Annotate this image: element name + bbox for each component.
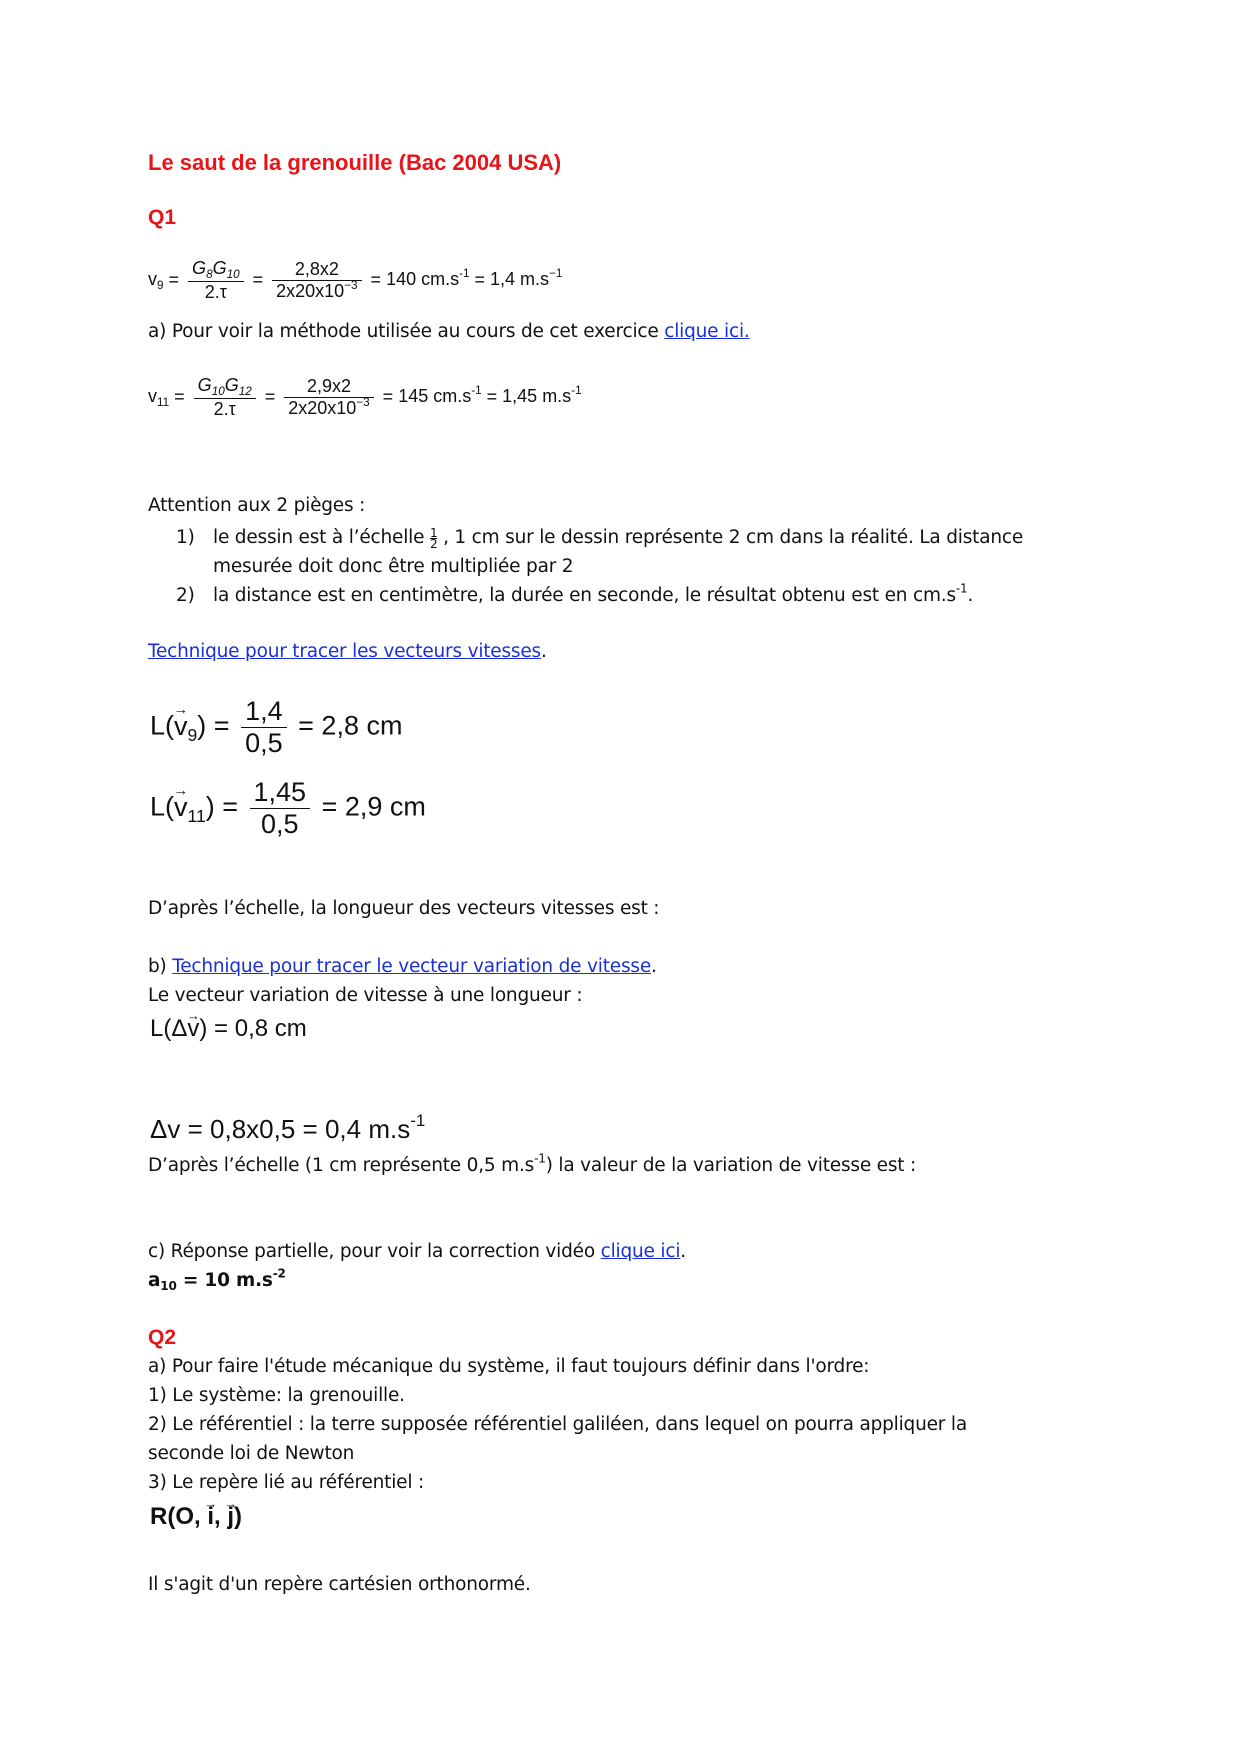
traps-list [148, 523, 1108, 610]
v9-fraction-distance: $\frac{G_8G_{10}}{2.\tau}$ [188, 258, 244, 303]
vector-v-arrow: → v [174, 792, 188, 823]
q2-line: a) Pour faire l'étude mécanique du système, il faut toujours définir dans l'ordre: [148, 1356, 870, 1377]
q2-line: 3) Le repère lié au référentiel : [148, 1472, 424, 1493]
half-fraction: $\frac{1}{2}$ [429, 525, 438, 551]
v9-result-m: 1,4 $m.s^{-1}$ [490, 267, 563, 290]
v9-lhs: $v_9$ [148, 269, 164, 293]
v11-result-m: 1,45 $m.s^{-1}$ [502, 384, 582, 407]
delta-v-equation: Δv = 0,8x0,5 = 0,4 $m.s^{-1}$ [150, 1111, 426, 1144]
v11-lhs: $v_{11}$ [148, 386, 170, 410]
method-link[interactable]: clique ici. [664, 321, 750, 342]
cartesian-text: Il s'agit d'un repère cartésien orthonormé. [148, 1574, 531, 1595]
delta-v-text: D’après l’échelle (1 cm représente 0,5 $m.s^{-1}$) la valeur de la variation de vitesse est : [148, 1151, 917, 1176]
length-v11-equation: $L(\to v_{11})$ = $\frac{1,45}{0,5}$ = 2,9 cm [150, 777, 426, 840]
technique-line: Technique pour tracer les vecteurs vitesses. [148, 641, 547, 662]
v9-result-cm: 140 $cm.s^{-1}$ [386, 267, 470, 290]
q1-b-line2: Le vecteur variation de vitesse à une longueur : [148, 985, 583, 1006]
q1-heading: Q1 [148, 206, 177, 229]
q2-line: 1) Le système: la grenouille. [148, 1385, 405, 1406]
unit-vector-i: → i [207, 1503, 214, 1531]
technique-delta-link[interactable]: Technique pour tracer le vecteur variation de vitesse [172, 956, 652, 977]
q1-c-line: c) Réponse partielle, pour voir la correction vidéo clique ici. [148, 1241, 686, 1262]
v11-result-cm: 145 $cm.s^{-1}$ [398, 384, 482, 407]
v9-fraction-numeric: $\frac{2,8x2}{2x20x10^{-3}}$ [272, 259, 361, 302]
equation-v11: $v_{11}$ = $\frac{G_{10}G_{12}}{2.\tau}$ = $\frac{2,9x2}{2x20x10^{-3}}$ = 145 $cm.s^{-1} = 1,45$ $m.s^{-1}$ [148, 375, 582, 420]
video-correction-link[interactable]: clique ici [600, 1241, 681, 1262]
q1-a-line: a) Pour voir la méthode utilisée au cours de cet exercice clique ici. [148, 321, 750, 342]
length-delta-v-equation: L(Δ→ v) = 0,8 cm [150, 1015, 307, 1043]
unit-vector-j: → j [227, 1503, 234, 1531]
vector-v-arrow: → v [174, 711, 188, 742]
attention-heading: Attention aux 2 pièges : [148, 495, 366, 516]
q2-line: seconde loi de Newton [148, 1443, 355, 1464]
q2-line: 2) Le référentiel : la terre supposée référentiel galiléen, dans lequel on pourra appliquer la [148, 1414, 967, 1435]
scale-text: D’après l’échelle, la longueur des vecteurs vitesses est : [148, 898, 660, 919]
vector-v-arrow: → v [187, 1015, 199, 1043]
length-v9-equation: $L(\to v_9)$ = $\frac{1,4}{0,5}$ = 2,8 cm [150, 696, 402, 759]
equation-v9: $v_9$ = $\frac{G_8G_{10}}{2.\tau}$ = $\frac{2,8x2}{2x20x10^{-3}}$ = 140 $cm.s^{-1} = 1,4$ $m.s^{-1}$ [148, 258, 563, 303]
v11-fraction-numeric: $\frac{2,9x2}{2x20x10^{-3}}$ [284, 376, 373, 419]
q2-heading: Q2 [148, 1326, 177, 1349]
trap-item: 1) le dessin est à l’échelle $\frac{1}{2}$ , 1 cm sur le dessin représente 2 cm dans la réalité. La distance mesurée doit donc être multipliée par 2 [176, 525, 1024, 577]
technique-vectors-link[interactable]: Technique pour tracer les vecteurs vitesses [148, 641, 541, 662]
trap-item: 2) la distance est en centimètre, la durée en seconde, le résultat obtenu est en $cm.s^{-1}$. [176, 581, 974, 606]
a10-result: $a_{10} = 10$ $m.s^{-2}$ [148, 1266, 286, 1294]
reference-frame: R(O, → i, → j) [150, 1503, 242, 1531]
page-title: Le saut de la grenouille (Bac 2004 USA) [148, 150, 562, 175]
v11-fraction-distance: $\frac{G_{10}G_{12}}{2.\tau}$ [194, 375, 256, 420]
q1-b-line: b) Technique pour tracer le vecteur variation de vitesse. [148, 956, 657, 977]
